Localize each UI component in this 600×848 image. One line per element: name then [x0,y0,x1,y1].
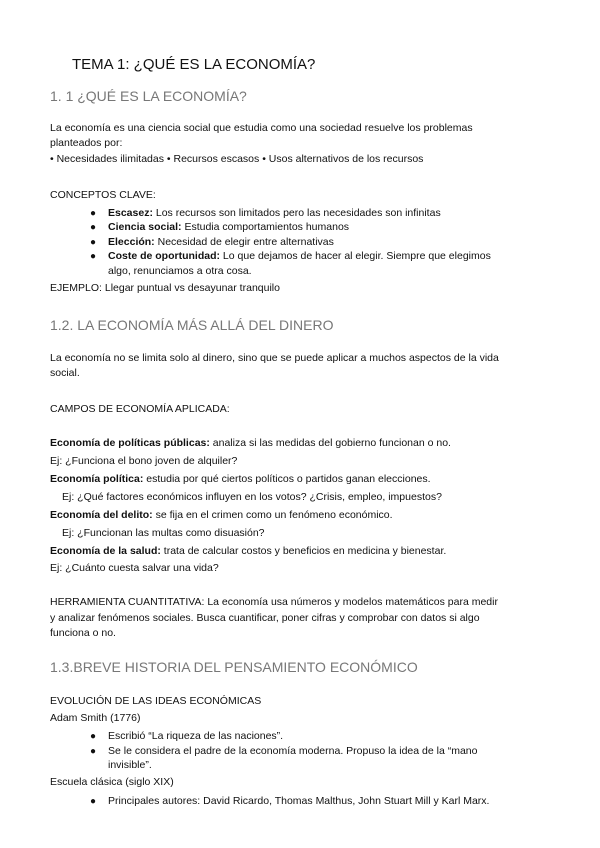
concepts-label: CONCEPTOS CLAVE: [50,189,156,201]
definition: Necesidad de elegir entre alternativas [154,236,334,248]
definition: Lo que dejamos de hacer al elegir. Siempre que elegimos [220,250,491,262]
bullet-icon: ● [90,251,97,262]
definition: estudia por qué ciertos políticos o partidos ganan elecciones. [143,473,431,485]
field-definition [50,436,451,451]
field-example: Ej: ¿Funciona el bono joven de alquiler? [50,455,238,467]
list-item-text: Principales autores: David Ricardo, Thomas Malthus, John Stuart Mill y Karl Marx. [108,795,490,807]
term: Economía política: [50,473,144,485]
bullet-icon: ● [90,237,97,248]
paragraph-line: HERRAMIENTA CUANTITATIVA: La economía usa números y modelos matemáticos para medir [50,596,498,608]
definition: Estudia comportamientos humanos [181,221,350,233]
bullet-icon: ● [90,731,97,742]
bullet-icon: ● [90,746,97,757]
bullet-icon: ● [90,208,97,219]
definition: se fija en el crimen como un fenómeno económico. [152,509,393,521]
term: Economía del delito: [50,509,153,521]
list-item-text: Se le considera el padre de la economía moderna. Propuso la idea de la “mano [108,745,478,757]
subsection-label: EVOLUCIÓN DE LAS IDEAS ECONÓMICAS [50,695,262,707]
section-heading-1-3: 1.3.BREVE HISTORIA DEL PENSAMIENTO ECONÓMICO [50,659,418,675]
author-label: Adam Smith (1776) [50,712,141,724]
definition: analiza si las medidas del gobierno funcionan o no. [209,437,451,449]
bullet-icon: ● [90,222,97,233]
field-example: Ej: ¿Cuánto cuesta salvar una vida? [50,562,219,574]
paragraph-line: social. [50,367,80,379]
page-title: TEMA 1: ¿QUÉ ES LA ECONOMÍA? [72,56,316,73]
definition-continuation: algo, renunciamos a otra cosa. [108,265,252,277]
list-item-continuation: invisible”. [108,759,152,771]
term: Escasez: [108,207,153,219]
bullet-icon: ● [90,796,97,807]
paragraph-line: La economía no se limita solo al dinero, sino que se puede aplicar a muchos aspectos de la vida [50,352,499,364]
definition: trata de calcular costos y beneficios en medicina y bienestar. [160,545,447,557]
fields-label: CAMPOS DE ECONOMÍA APLICADA: [50,403,230,415]
field-definition [50,544,446,559]
definition: Los recursos son limitados pero las necesidades son infinitas [152,207,441,219]
field-example: Ej: ¿Qué factores económicos influyen en los votos? ¿Crisis, empleo, impuestos? [62,491,442,503]
paragraph-line: y analizar fenómenos sociales. Busca cuantificar, poner cifras y comprobar con datos si algo [50,612,480,624]
term: Elección: [108,236,155,248]
example-line: EJEMPLO: Llegar puntual vs desayunar tranquilo [50,282,280,294]
term: Economía de la salud: [50,545,161,557]
paragraph-line: funciona o no. [50,627,116,639]
list-item-text: Escribió “La riqueza de las naciones”. [108,730,284,742]
field-example: Ej: ¿Funcionan las multas como disuasión? [62,527,265,539]
paragraph-line: planteados por: [50,137,123,149]
paragraph-line: La economía es una ciencia social que estudia como una sociedad resuelve los problemas [50,122,473,134]
section-heading-1-1: 1. 1 ¿QUÉ ES LA ECONOMÍA? [50,88,247,104]
field-definition [50,508,393,523]
paragraph-line: • Necesidades ilimitadas • Recursos escasos • Usos alternativos de los recursos [50,153,424,165]
term: Coste de oportunidad: [108,250,220,262]
section-heading-1-2: 1.2. LA ECONOMÍA MÁS ALLÁ DEL DINERO [50,317,334,333]
field-definition [50,472,431,487]
term: Ciencia social: [108,221,182,233]
term: Economía de políticas públicas: [50,437,210,449]
author-label: Escuela clásica (siglo XIX) [50,776,174,788]
